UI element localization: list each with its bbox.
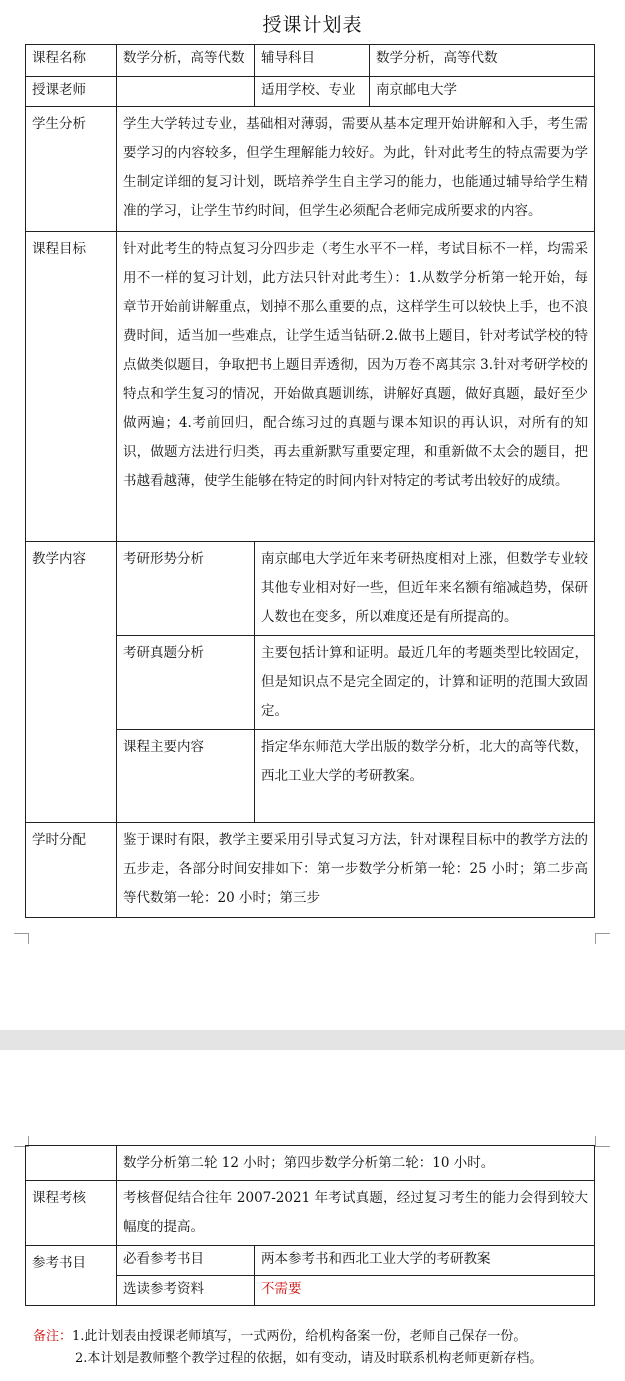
teacher-value bbox=[117, 77, 255, 107]
table-row bbox=[26, 77, 595, 107]
sub-item-text: 主要包括计算和证明。最近几年的考题类型比较固定，但是知识点不是完全固定的，计算和证明的范围大致固定。 bbox=[255, 636, 595, 730]
page-corner-mark bbox=[595, 933, 610, 944]
assessment-label: 课程考核 bbox=[26, 1181, 117, 1246]
sub-item-label: 考研形势分析 bbox=[117, 542, 255, 636]
school-label: 适用学校、专业 bbox=[255, 77, 370, 107]
note-line-1 bbox=[33, 1326, 603, 1348]
student-analysis-text: 学生大学转过专业，基础相对薄弱，需要从基本定理开始讲解和入手，考生需要学习的内容较多，但学生理解能力较好。为此，针对此考生的特点需要为学生制定详细的复习计划，既培养学生自主学习的能力，也能通过辅导给学生精准的学习，让学生节约时间，但学生必须配合老师完成所要求的内容。 bbox=[117, 107, 595, 232]
note-line-2: 2.本计划是教师整个教学过程的依据，如有变动，请及时联系机构老师更新存档。 bbox=[75, 1351, 543, 1366]
optional-reading-value: 不需要 bbox=[255, 1276, 595, 1306]
required-reading-value: 两本参考书和西北工业大学的考研教案 bbox=[255, 1246, 595, 1276]
required-reading-label: 必看参考书目 bbox=[117, 1246, 255, 1276]
optional-reading-label: 选读参考资料 bbox=[117, 1276, 255, 1306]
table-row bbox=[26, 1181, 595, 1246]
course-goal-label: 课程目标 bbox=[26, 232, 117, 542]
hours-text: 鉴于课时有限，教学主要采用引导式复习方法，针对课程目标中的教学方法的五步走，各部分时间安排如下：第一步数学分析第一轮：25 小时；第二步高等代数第一轮：20 小时；第三步 bbox=[117, 823, 595, 918]
table-row bbox=[26, 1246, 595, 1276]
sub-item-label: 课程主要内容 bbox=[117, 730, 255, 823]
course-goal-text: 针对此考生的特点复习分四步走（考生水平不一样，考试目标不一样，均需采用不一样的复习计划，此方法只针对此考生）：1.从数学分析第一轮开始，每章节开始前讲解重点，划掉不那么重要的点，这样学生可以较快上手，也不浪费时间，适当加一些难点，让学生适当钻研.2.做书上题目，针对考试学校的特点做类似题目，争取把书上题目弄透彻，因为万卷不离其宗 3.针对考研学校的特点和学生复习的情况，开始做真题训练，讲解好真题，做好真题，最好至少做两遍；4.考前回归，配合练习过的真题与课本知识的再认识，对所有的知识，做题方法进行归类，再去重新默写重要定理，和重新做不太会的题目，把书越看越薄，使学生能够在特定的时间内针对特定的考试考出较好的成绩。 bbox=[117, 232, 595, 542]
table-row bbox=[26, 1146, 595, 1181]
table-row bbox=[26, 45, 595, 77]
course-name-label: 课程名称 bbox=[26, 45, 117, 77]
notes-label: 备注： bbox=[33, 1329, 73, 1344]
tutoring-subject-value: 数学分析，高等代数 bbox=[370, 45, 595, 77]
sub-item-text: 指定华东师范大学出版的数学分析，北大的高等代数，西北工业大学的考研教案。 bbox=[255, 730, 595, 823]
course-name-value: 数学分析，高等代数 bbox=[117, 45, 255, 77]
hours-text-continued: 数学分析第二轮 12 小时；第四步数学分析第二轮：10 小时。 bbox=[117, 1146, 595, 1181]
sub-item-label: 考研真题分析 bbox=[117, 636, 255, 730]
teaching-content-label: 教学内容 bbox=[26, 542, 117, 823]
note-text-1: 1.此计划表由授课老师填写，一式两份，给机构备案一份，老师自己保存一份。 bbox=[72, 1329, 527, 1344]
hours-label: 学时分配 bbox=[26, 823, 117, 918]
plan-table bbox=[25, 44, 595, 918]
table-row bbox=[26, 542, 595, 636]
sub-item-text: 南京邮电大学近年来考研热度相对上涨，但数学专业较其他专业相对好一些，但近年来名额有缩减趋势，保研人数也在变多，所以难度还是有所提高的。 bbox=[255, 542, 595, 636]
page-2 bbox=[0, 1050, 625, 1381]
hours-label-continued bbox=[26, 1146, 117, 1181]
page-corner-mark bbox=[595, 1136, 610, 1147]
notes bbox=[33, 1326, 603, 1370]
page-corner-mark bbox=[14, 933, 29, 944]
teacher-label: 授课老师 bbox=[26, 77, 117, 107]
plan-table-continued bbox=[25, 1145, 595, 1306]
tutoring-subject-label: 辅导科目 bbox=[255, 45, 370, 77]
student-analysis-label: 学生分析 bbox=[26, 107, 117, 232]
page-title: 授课计划表 bbox=[262, 14, 363, 36]
table-row bbox=[26, 107, 595, 232]
school-value: 南京邮电大学 bbox=[370, 77, 595, 107]
table-row bbox=[26, 823, 595, 918]
assessment-text: 考核督促结合往年 2007-2021 年考试真题，经过复习考生的能力会得到较大幅度的提高。 bbox=[117, 1181, 595, 1246]
references-label: 参考书目 bbox=[26, 1246, 117, 1306]
page-separator bbox=[0, 1030, 625, 1050]
table-row bbox=[26, 232, 595, 542]
